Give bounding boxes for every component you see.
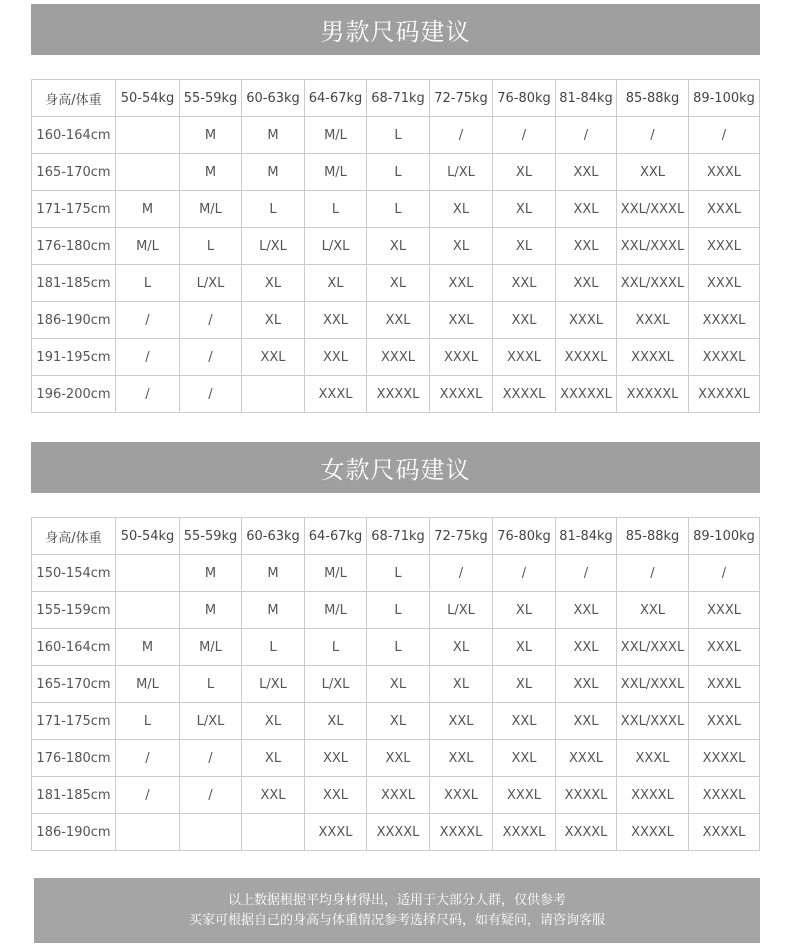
weight-range-header-cell: 55-59kg — [180, 518, 242, 555]
size-cell: XXXXL — [689, 339, 760, 376]
height-range-cell: 181-185cm — [32, 265, 116, 302]
size-cell: XXL — [367, 740, 430, 777]
size-cell: M/L — [116, 666, 180, 703]
size-cell: L — [367, 117, 430, 154]
size-cell: L — [242, 191, 305, 228]
size-cell: XXL/XXXL — [617, 265, 689, 302]
size-cell: XL — [367, 228, 430, 265]
size-cell: XXXL — [367, 777, 430, 814]
size-cell: XXXL — [556, 740, 617, 777]
weight-range-header-cell: 81-84kg — [556, 518, 617, 555]
size-cell: XXL — [556, 666, 617, 703]
size-cell: / — [116, 376, 180, 413]
men-header-row — [32, 80, 760, 117]
height-range-cell: 150-154cm — [32, 555, 116, 592]
size-cell: XXXXL — [689, 740, 760, 777]
size-cell: XXXL — [493, 339, 556, 376]
size-cell: XXL — [493, 302, 556, 339]
size-cell: XXL/XXXL — [617, 666, 689, 703]
height-range-cell: 186-190cm — [32, 302, 116, 339]
size-cell — [242, 376, 305, 413]
size-cell: XXL — [556, 154, 617, 191]
size-cell: M/L — [305, 592, 367, 629]
size-cell: XL — [493, 191, 556, 228]
size-cell: XXXXL — [430, 814, 493, 851]
size-cell: M/L — [180, 191, 242, 228]
height-weight-header-cell: 身高/体重 — [32, 518, 116, 555]
size-cell: / — [430, 555, 493, 592]
size-cell: L/XL — [242, 228, 305, 265]
size-cell: XXL — [493, 265, 556, 302]
size-cell: XXL — [305, 777, 367, 814]
size-cell: XXXL — [493, 777, 556, 814]
size-cell: XXL/XXXL — [617, 629, 689, 666]
size-cell: XXXXL — [556, 814, 617, 851]
size-cell: XXXXL — [689, 302, 760, 339]
table-row — [32, 154, 760, 191]
size-cell: L — [367, 191, 430, 228]
size-cell — [242, 814, 305, 851]
size-cell: M/L — [305, 154, 367, 191]
weight-range-header-cell: 72-75kg — [430, 80, 493, 117]
table-row — [32, 666, 760, 703]
size-cell: / — [116, 339, 180, 376]
size-cell — [116, 555, 180, 592]
size-cell: XXXL — [689, 666, 760, 703]
table-row — [32, 629, 760, 666]
size-cell: L — [116, 703, 180, 740]
size-cell: XXXXL — [556, 777, 617, 814]
size-cell: XL — [242, 740, 305, 777]
women-header-row — [32, 518, 760, 555]
size-cell: L — [367, 592, 430, 629]
size-cell: XXL — [617, 592, 689, 629]
size-cell: XL — [430, 191, 493, 228]
weight-range-header-cell: 60-63kg — [242, 80, 305, 117]
size-cell: L — [367, 629, 430, 666]
size-cell: / — [180, 302, 242, 339]
size-cell: XL — [367, 666, 430, 703]
size-cell: XXXXL — [493, 376, 556, 413]
size-cell: L — [305, 191, 367, 228]
height-range-cell: 186-190cm — [32, 814, 116, 851]
size-cell: XXXXL — [556, 339, 617, 376]
size-cell: XXXL — [617, 302, 689, 339]
size-cell: L — [116, 265, 180, 302]
size-cell: XXL — [305, 740, 367, 777]
size-cell: L/XL — [305, 228, 367, 265]
table-row — [32, 302, 760, 339]
size-cell: L/XL — [430, 154, 493, 191]
weight-range-header-cell: 85-88kg — [617, 80, 689, 117]
table-row — [32, 265, 760, 302]
size-cell: XXL — [493, 703, 556, 740]
weight-range-header-cell: 50-54kg — [116, 80, 180, 117]
height-weight-header-cell: 身高/体重 — [32, 80, 116, 117]
height-range-cell: 160-164cm — [32, 117, 116, 154]
men-size-title: 男款尺码建议 — [320, 18, 471, 46]
size-cell: XL — [305, 703, 367, 740]
size-cell: L — [180, 666, 242, 703]
table-row — [32, 117, 760, 154]
size-cell: XL — [367, 703, 430, 740]
size-cell: XXXL — [556, 302, 617, 339]
size-cell: / — [116, 740, 180, 777]
weight-range-header-cell: 76-80kg — [493, 518, 556, 555]
size-cell: L/XL — [180, 703, 242, 740]
size-cell: / — [556, 555, 617, 592]
table-row — [32, 555, 760, 592]
size-cell: XXL — [493, 740, 556, 777]
size-cell: L/XL — [242, 666, 305, 703]
size-cell: XXL — [556, 191, 617, 228]
table-row — [32, 814, 760, 851]
men-size-table-body — [32, 80, 760, 413]
size-cell: L — [305, 629, 367, 666]
weight-range-header-cell: 60-63kg — [242, 518, 305, 555]
size-cell: L — [367, 555, 430, 592]
size-cell: / — [617, 555, 689, 592]
women-size-title: 女款尺码建议 — [320, 456, 471, 484]
size-cell: XXXXL — [689, 777, 760, 814]
size-cell: XXXL — [689, 265, 760, 302]
size-cell: M — [242, 117, 305, 154]
size-note-line-2: 买家可根据自己的身高与体重情况参考选择尺码，如有疑问，请咨询客服 — [188, 912, 605, 928]
size-cell: XL — [430, 629, 493, 666]
weight-range-header-cell: 64-67kg — [305, 518, 367, 555]
size-cell: M — [180, 117, 242, 154]
size-cell: XL — [242, 703, 305, 740]
size-cell: XXL — [617, 154, 689, 191]
size-cell: / — [180, 740, 242, 777]
weight-range-header-cell: 68-71kg — [367, 80, 430, 117]
size-cell: XXL — [430, 302, 493, 339]
size-cell: XL — [430, 228, 493, 265]
size-cell: / — [180, 339, 242, 376]
size-cell: XXL/XXXL — [617, 191, 689, 228]
size-cell: M — [180, 592, 242, 629]
size-cell: L/XL — [180, 265, 242, 302]
size-cell: XXL — [305, 302, 367, 339]
weight-range-header-cell: 50-54kg — [116, 518, 180, 555]
size-cell: M — [116, 191, 180, 228]
size-cell: XXL — [556, 265, 617, 302]
size-cell: / — [116, 777, 180, 814]
size-cell: L — [367, 154, 430, 191]
height-range-cell: 171-175cm — [32, 191, 116, 228]
table-row — [32, 592, 760, 629]
height-range-cell: 181-185cm — [32, 777, 116, 814]
size-cell: XXXL — [689, 154, 760, 191]
size-cell: XXL — [430, 740, 493, 777]
size-cell: XXXXL — [617, 814, 689, 851]
women-size-table-body — [32, 518, 760, 851]
size-cell: XXXL — [430, 777, 493, 814]
size-cell: XXXXL — [367, 814, 430, 851]
size-cell: / — [430, 117, 493, 154]
size-cell: L — [180, 228, 242, 265]
table-row — [32, 777, 760, 814]
size-cell: L/XL — [305, 666, 367, 703]
size-cell: M — [242, 592, 305, 629]
size-note-footer — [34, 878, 760, 943]
size-cell: M — [180, 154, 242, 191]
size-cell: XXL — [556, 629, 617, 666]
size-cell — [116, 117, 180, 154]
size-cell: XXXL — [367, 339, 430, 376]
size-cell: XXXL — [617, 740, 689, 777]
size-cell: XXL/XXXL — [617, 228, 689, 265]
weight-range-header-cell: 68-71kg — [367, 518, 430, 555]
height-range-cell: 165-170cm — [32, 666, 116, 703]
size-cell: XXXXXL — [617, 376, 689, 413]
size-cell: XXXL — [689, 228, 760, 265]
size-cell: XXL/XXXL — [617, 703, 689, 740]
size-cell: / — [689, 555, 760, 592]
size-cell: XL — [493, 666, 556, 703]
size-cell: XXL — [556, 703, 617, 740]
size-cell: M/L — [180, 629, 242, 666]
size-cell: XXXL — [689, 592, 760, 629]
size-cell: M/L — [305, 117, 367, 154]
women-size-table — [31, 517, 760, 851]
size-cell: XL — [367, 265, 430, 302]
height-range-cell: 176-180cm — [32, 740, 116, 777]
size-cell: XXXL — [689, 629, 760, 666]
size-cell: XL — [493, 592, 556, 629]
women-size-title-banner — [31, 442, 760, 493]
weight-range-header-cell: 89-100kg — [689, 80, 760, 117]
size-cell: XXXXXL — [556, 376, 617, 413]
size-cell: XL — [242, 302, 305, 339]
size-cell: / — [556, 117, 617, 154]
table-row — [32, 228, 760, 265]
height-range-cell: 196-200cm — [32, 376, 116, 413]
size-cell: XXXL — [689, 703, 760, 740]
size-cell: XXL — [305, 339, 367, 376]
weight-range-header-cell: 64-67kg — [305, 80, 367, 117]
size-cell — [116, 592, 180, 629]
size-cell: XL — [493, 629, 556, 666]
size-cell: / — [617, 117, 689, 154]
size-note-line-1: 以上数据根据平均身材得出，适用于大部分人群，仅供参考 — [227, 892, 566, 908]
size-cell: XXXL — [689, 191, 760, 228]
weight-range-header-cell: 55-59kg — [180, 80, 242, 117]
size-cell: XXL — [430, 265, 493, 302]
size-cell: M — [116, 629, 180, 666]
size-cell: XL — [493, 154, 556, 191]
size-cell: XXL — [556, 228, 617, 265]
size-cell: M — [180, 555, 242, 592]
size-cell: XL — [493, 228, 556, 265]
size-cell: / — [180, 777, 242, 814]
size-cell: XXL — [367, 302, 430, 339]
size-cell: / — [689, 117, 760, 154]
men-size-title-banner — [31, 4, 760, 55]
weight-range-header-cell: 89-100kg — [689, 518, 760, 555]
size-cell: / — [493, 555, 556, 592]
weight-range-header-cell: 85-88kg — [617, 518, 689, 555]
size-cell: L — [242, 629, 305, 666]
size-cell: XXXXL — [493, 814, 556, 851]
size-cell: M/L — [116, 228, 180, 265]
height-range-cell: 165-170cm — [32, 154, 116, 191]
size-cell: XXXXL — [689, 814, 760, 851]
size-cell: / — [493, 117, 556, 154]
size-cell: XL — [430, 666, 493, 703]
table-row — [32, 740, 760, 777]
size-cell: XXL — [430, 703, 493, 740]
size-cell: XXXL — [305, 814, 367, 851]
size-cell: XXXL — [305, 376, 367, 413]
size-cell: M/L — [305, 555, 367, 592]
size-cell: XXXXXL — [689, 376, 760, 413]
weight-range-header-cell: 81-84kg — [556, 80, 617, 117]
size-cell — [116, 814, 180, 851]
size-cell: XXL — [242, 339, 305, 376]
height-range-cell: 176-180cm — [32, 228, 116, 265]
weight-range-header-cell: 76-80kg — [493, 80, 556, 117]
size-cell: M — [242, 154, 305, 191]
table-row — [32, 191, 760, 228]
height-range-cell: 191-195cm — [32, 339, 116, 376]
size-cell — [116, 154, 180, 191]
weight-range-header-cell: 72-75kg — [430, 518, 493, 555]
table-row — [32, 703, 760, 740]
size-cell: XXXXL — [617, 777, 689, 814]
men-size-table — [31, 79, 760, 413]
size-cell: / — [180, 376, 242, 413]
table-row — [32, 339, 760, 376]
height-range-cell: 155-159cm — [32, 592, 116, 629]
table-row — [32, 376, 760, 413]
size-cell: XL — [242, 265, 305, 302]
size-cell: L/XL — [430, 592, 493, 629]
size-cell: XL — [305, 265, 367, 302]
size-cell: M — [242, 555, 305, 592]
size-cell: XXXXL — [367, 376, 430, 413]
size-cell: XXXXL — [617, 339, 689, 376]
size-cell: XXXXL — [430, 376, 493, 413]
size-cell — [180, 814, 242, 851]
size-cell: / — [116, 302, 180, 339]
height-range-cell: 160-164cm — [32, 629, 116, 666]
size-cell: XXL — [242, 777, 305, 814]
size-cell: XXL — [556, 592, 617, 629]
size-cell: XXXL — [430, 339, 493, 376]
height-range-cell: 171-175cm — [32, 703, 116, 740]
